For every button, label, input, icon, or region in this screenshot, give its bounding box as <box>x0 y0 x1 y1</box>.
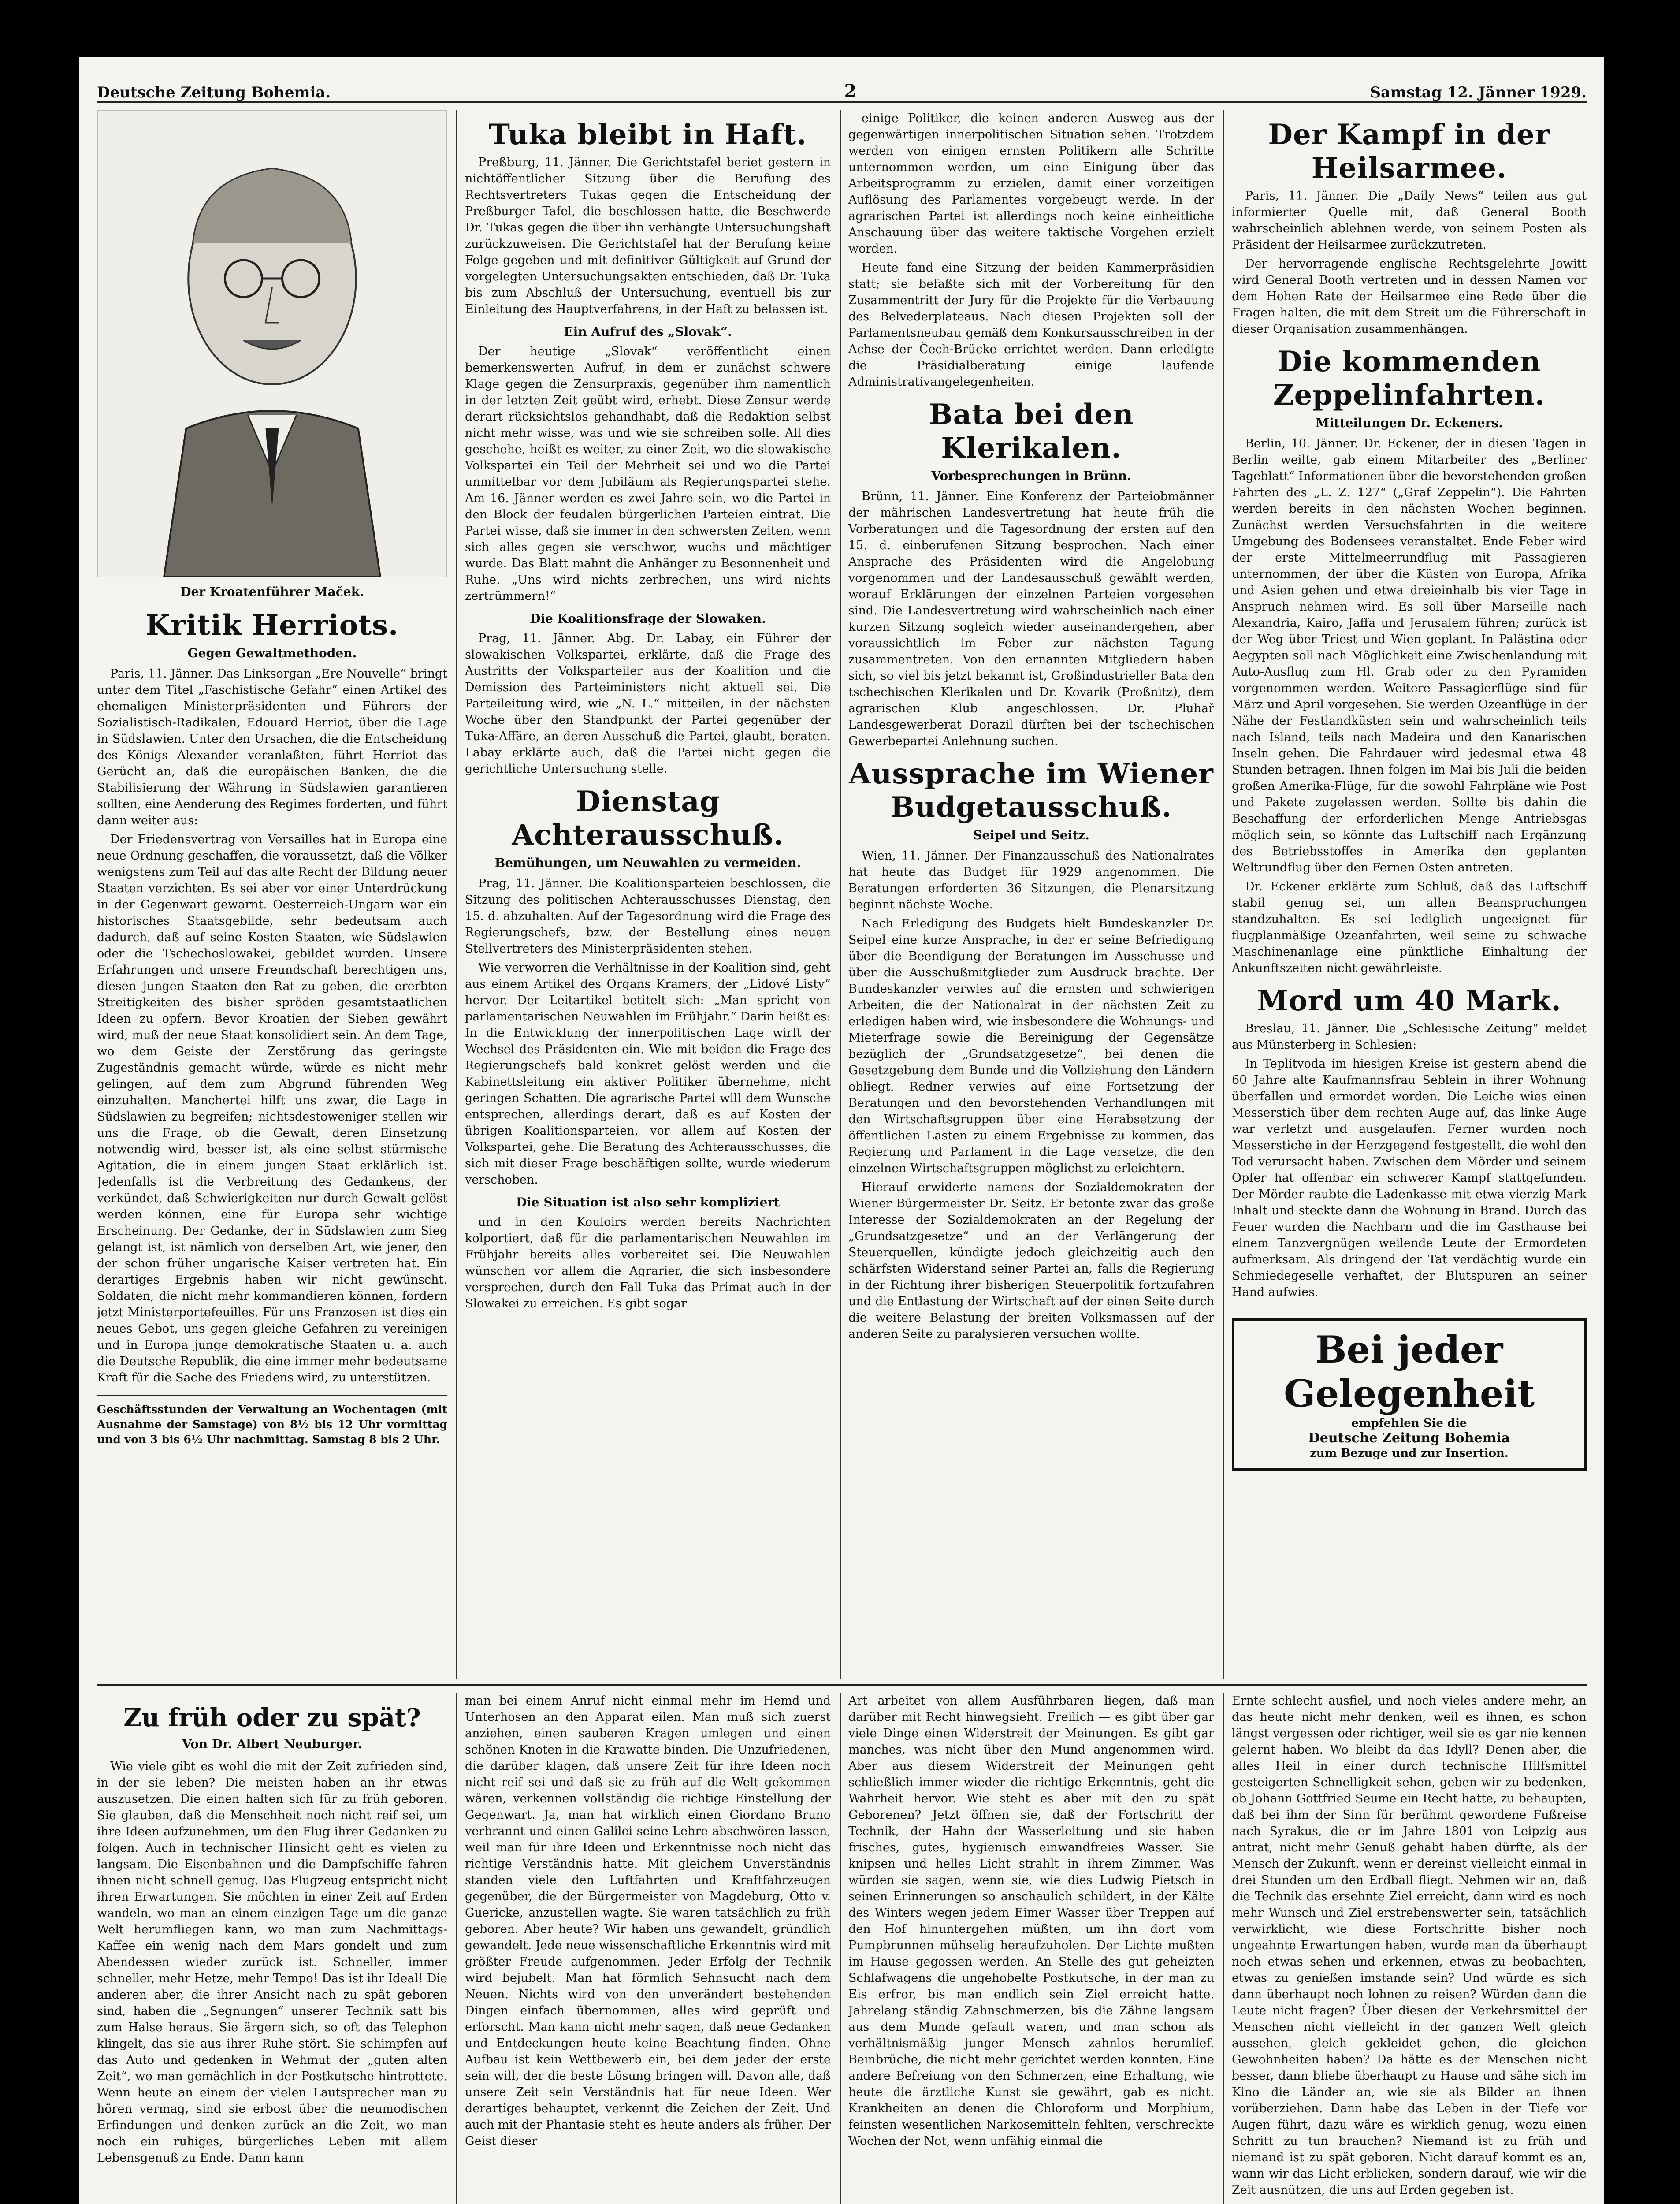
subheadline: Ein Aufruf des „Slovak“. <box>564 324 732 339</box>
portrait-drawing <box>98 111 446 577</box>
column-4 <box>1232 110 1587 1679</box>
column-rule <box>1223 1693 1224 2204</box>
paragraph: Paris, 11. Jänner. Die „Daily News“ teilen aus gut informierter Quelle mit, daß General Booth wahrscheinlich ablehnen werde, von seinem Posten als Präsident der Heilsarmee zurückzutreten. <box>1232 189 1587 252</box>
page-header <box>97 75 1587 103</box>
paragraph: Preßburg, 11. Jänner. Die Gerichtstafel beriet gestern in nichtöffentlicher Sitzung über die Berufung des Rechtsvertreters Tukas gegen die Entscheidung der Preßburger Tafel, die beschlossen hatte, die Beschwerde Dr. Tukas gegen die über ihn verhängte Untersuchungshaft zurückzuweisen. Die Gerichtstafel hat der Berufung keine Folge gegeben und mit definitiver Gültigkeit auf Grund der vorgelegten Untersuchungsakten entschieden, daß Dr. Tuka bis zum Abschluß der Untersuchung, eventuell bis zur Einleitung des Hauptverfahrens, in der Haft zu belassen ist. <box>465 156 831 316</box>
ad-line: Deutsche Zeitung Bohemia <box>1308 1430 1510 1446</box>
headline: Die kommenden Zeppelinfahrten. <box>1273 345 1546 412</box>
ad-line: empfehlen Sie die <box>1351 1417 1467 1430</box>
paragraph: Berlin, 10. Jänner. Dr. Eckener, der in diesen Tagen in Berlin weilte, gab einem Mitarbeiter des „Berliner Tageblatt“ Informationen über die bevorstehenden großen Fahrten des „L. Z. 127“ („Graf Zeppelin“). Die Fahrten werden bereits in den nächsten Wochen beginnen. Zunächst werden Versuchsfahrten in die weitere Umgebung des Bodensees veranstaltet. Ende Feber wird der erste Mittelmeerrundflug mit Passagieren unternommen, der über die Küsten von Europa, Afrika und Asien gehen und etwa dreieinhalb bis vier Tage in Anspruch nehmen wird. Es soll über Marseille nach Alexandria, Kairo, Jaffa und Jerusalem führen; zurück ist der Weg über Triest und Wien geplant. In Palästina oder Aegypten soll nach Möglichkeit eine Zwischenlandung mit Auto-Ausflug zum Hl. Grab oder zu den Pyramiden vorgenommen werden. Weitere Passagierflüge sind für März und April vorgesehen. Sie werden Ozeanflüge in der Nähe der Festlandküsten sein und wahrscheinlich teils nach Island, teils nach Madeira und den Kanarischen Inseln gehen. Die Fahrdauer wird jedesmal etwa 48 Stunden betragen. Ihnen folgen im Mai bis Juli die beiden großen Amerika-Flüge, für die sowohl Fahrpläne wie Post und Pakete zugelassen werden. Sollte bis dahin die Beschaffung der erforderlichen Menge Antriebsgas möglich sein, so könnte das Luftschiff nach Ergänzung des Betriebsstoffes in Amerika den geplanten Weltrundflug über den Fernen Osten antreten. <box>1232 437 1587 875</box>
paragraph: Ernte schlecht ausfiel, und noch vieles andere mehr, an das heute nicht mehr denken, weil es ihnen, es schon längst vergessen oder richtiger, weil sie es gar nie kennen gelernt haben. Wo bleibt da das Idyll? Denen aber, die alles Heil in einer durch technische Hilfsmittel gesteigerten Schnelligkeit sehen, geben wir zu bedenken, ob Johann Gottfried Seume ein Recht hatte, zu behaupten, daß bei ihm der Sinn für berühmt gewordene Fußreise nach Syrakus, die er im Jahre 1801 von Leipzig aus antrat, nicht mehr Genuß gehabt haben dürfte, als der Mensch der Zukunft, wenn er dereinst vielleicht einmal in drei Stunden um den Erdball fliegt. Nehmen wir an, daß die Technik das ersehnte Ziel erreicht, dann wird es noch mehr Wunsch und Ziel erstrebenswerter sein, tatsächlich verwirklicht, wie diese Fortschritte bisher noch ungeahnte Erwartungen haben, wurde man da überhaupt noch etwas sehen und erkennen, etwas zu beobachten, etwas zu genießen imstande sein? Und würde es sich dann überhaupt noch lohnen zu reisen? Würden dann die Leute nicht fragen? Über diesen der Verkehrsmittel der Menschen nicht vielleicht in der ganzen Welt gleich aussehen, gleich gekleidet gehen, die gleichen Gewohnheiten haben? Da hätte es der Menschen nicht besser, dann bliebe überhaupt zu Hause und sähe sich im Kino die Länder an, wie sie als Bilder an ihnen vorüberziehen. Dann habe das Leben in der Tiefe vor Augen führt, dazu wäre es wirklich genug, wozu einen Schritt zu tun brauchen? Niemand ist zu früh und niemand ist zu spät geboren. Nicht darauf kommt es an, wann wir das Licht erblicken, sondern darauf, wie wir die Zeit ausnützen, die uns auf Erden gegeben ist. <box>1232 1694 1587 2197</box>
column-rule <box>840 110 841 1679</box>
portrait-caption: Der Kroatenführer Maček. <box>180 585 364 599</box>
column-rule <box>456 110 457 1679</box>
headline: Aussprache im Wiener Budgetausschuß. <box>849 757 1214 824</box>
column-rule <box>1223 110 1224 1679</box>
portrait-illustration <box>97 110 447 577</box>
column-rule <box>840 1693 841 2204</box>
feuilleton-column-2 <box>465 1693 831 2204</box>
advertisement-box <box>1232 1318 1587 1471</box>
paragraph: Nach Erledigung des Budgets hielt Bundeskanzler Dr. Seipel eine kurze Ansprache, in der er seine Befriedigung über die Beendigung der Beratungen im Ausschusse und über die Ausschußmitglieder zum Ausdruck brachte. Der Bundeskanzler verwies auf die ernsten und schwierigen Arbeiten, die der Nationalrat in der nächsten Zeit zu erledigen haben wird, wie insbesondere die Wohnungs- und Mieterfrage sowie die Bereinigung der Gegensätze bezüglich der „Grundsatzgesetze“, bei denen die Gesetzgebung dem Bunde und die Vollziehung den Ländern obliegt. Redner verwies auf eine Fortsetzung der Beratungen und den bevorstehenden Verhandlungen mit den Wirtschaftsgruppen über eine Herabsetzung der öffentlichen Lasten zu einem Ergebnisse zu kommen, das Regierung und Parlament in die Lage versetze, die den einzelnen Wirtschaftsgruppen möglichst zu erleichtern. <box>848 917 1214 1175</box>
paragraph: Wie viele gibt es wohl die mit der Zeit zufrieden sind, in der sie leben? Die meisten haben an ihr etwas auszusetzen. Die einen halten sich für zu früh geboren. Sie glauben, daß die Menschheit noch nicht reif sei, um ihre Ideen aufzunehmen, um den Flug ihrer Gedanken zu folgen. Auch in technischer Hinsicht geht es vielen zu langsam. Die Eisenbahnen und die Dampfschiffe fahren ihnen nicht schnell genug. Das Flugzeug entspricht nicht ihren Erwartungen. Sie möchten in einer Zeit auf Erden wandeln, wo man an einem einzigen Tage um die ganze Welt herumfliegen kann, wo man zum Nachmittags-Kaffee ein wenig nach dem Mars gondelt und zum Abendessen wieder zurück ist. Schneller, immer schneller, mehr Hetze, mehr Tempo! Das ist ihr Ideal! Die anderen aber, die ihrer Ansicht nach zu spät geboren sind, haben die „Segnungen“ unserer Technik satt bis zum Halse heraus. Sie ärgern sich, so oft das Telephon klingelt, das sie aus ihrer Ruhe stört. Sie schimpfen auf das Auto und gedenken in Wehmut der „guten alten Zeit“, wo man gemächlich in der Postkutsche hintrottete. Wenn heute an einem der vielen Lautsprecher man zu hören vermag, sind sie erbost über die neumodischen Erfindungen und denken zurück an die Zeit, wo man noch ein ruhiges, bürgerliches Leben mit allem Lebensgenuß zu Ende. Dann kann <box>97 1760 447 2165</box>
subheadline: Vorbesprechungen in Brünn. <box>931 469 1131 483</box>
paragraph: Hierauf erwiderte namens der Sozialdemokraten der Wiener Bürgermeister Dr. Seitz. Er betonte zwar das große Interesse der Sozialdemokraten an der Regelung der „Grundsatzgesetze“ und an der Verlängerung der Steuerquellen, kündigte jedoch gleichzeitig auch den schärfsten Widerstand seiner Partei an, falls die Regierung in der Richtung ihrer bisherigen Steuerpolitik fortzufahren und die Entlastung der Wirtschaft auf der einen Seite durch die weitere Belastung der breiten Volksmassen auf der anderen Seite zu paralysieren versuchen wollte. <box>848 1180 1214 1341</box>
section-rule <box>97 1684 1587 1686</box>
ad-line: zum Bezuge und zur Insertion. <box>1310 1447 1509 1460</box>
paragraph: Der hervorragende englische Rechtsgelehrte Jowitt wird General Booth vertreten und in dessen Namen vor dem Hohen Rate der Heilsarmee eine Rede über die Fragen halten, die mit dem Streit um die Führerschaft in dieser Organisation zusammenhängen. <box>1232 257 1587 336</box>
newspaper-page <box>79 57 1604 2204</box>
paragraph: Breslau, 11. Jänner. Die „Schlesische Zeitung“ meldet aus Münsterberg in Schlesien: <box>1232 1022 1587 1052</box>
subheadline: Seipel und Seitz. <box>973 828 1089 842</box>
feuilleton-column-1 <box>97 1693 447 2204</box>
paragraph: Wien, 11. Jänner. Der Finanzausschuß des Nationalrates hat heute das Budget für 1929 angenommen. Die Beratungen erforderten 36 Sitzungen, die Plenarsitzung beginnt nächste Woche. <box>848 849 1214 912</box>
feuilleton-author: Von Dr. Albert Neuburger. <box>182 1737 362 1751</box>
headline: Der Kampf in der Heilsarmee. <box>1268 118 1550 185</box>
page-number: 2 <box>844 81 857 101</box>
paragraph: Wie verworren die Verhältnisse in der Koalition sind, geht aus einem Artikel des Organs Kramers, der „Lidové Listy“ hervor. Der Leitartikel betitelt sich: „Man spricht von parlamentarischen Neuwahlen im Frühjahr.“ Darin heißt es: In die Entwicklung der innerpolitischen Lage wirft der Wechsel des Präsidenten ein. Wie mit beiden die Frage des Regierungschefs bald konkret gelöst werden und die Kabinettsleitung ein aktiver Politiker übernehme, nicht geringen Schatten. Die agrarische Partei will dem Wunsche entsprechen, allerdings derart, daß es auf Kosten der übrigen Koalitionsparteien, vor allem auf Kosten der Volkspartei, gehe. Die Beratung des Achterausschusses, die sich mit dieser Frage beschäftigen sollte, wurde wiederum verschoben. <box>465 961 831 1187</box>
headline: Tuka bleibt in Haft. <box>489 118 807 151</box>
subheadline: Die Koalitionsfrage der Slowaken. <box>530 611 766 626</box>
feuilleton-column-4 <box>1232 1693 1587 2204</box>
paragraph: Prag, 11. Jänner. Die Koalitionsparteien beschlossen, die Sitzung des politischen Achterausschusses Dienstag, den 15. d. abzuhalten. Auf der Tagesordnung wird die Frage des Regierungschefs, bzw. der Bestellung eines neuen Stellvertreters des Ministerpräsidenten stehen. <box>465 877 831 956</box>
subheadline: Die Situation ist also sehr kompliziert <box>516 1195 780 1210</box>
paragraph: Der heutige „Slovak“ veröffentlicht einen bemerkenswerten Aufruf, in dem er zunächst schwere Klage gegen die Zensurpraxis, gegenüber ihm namentlich in der letzten Zeit geübt wird, erhebt. Diese Zensur werde derart rücksichtslos gehandhabt, daß die Redaktion selbst nicht mehr wisse, was und wie sie schreiben solle. All dies geschehe, heißt es weiter, zu einer Zeit, wo die slowakische Volkspartei ein Teil der Mehrheit sei und wo die Partei unmittelbar vor dem Jubiläum als Regierungspartei stehe. Am 16. Jänner werden es zwei Jahre sein, wo die Partei in den Block der feudalen bürgerlichen Parteien eintrat. Die Partei wisse, daß sie immer in den schwersten Zeiten, wenn sich alles gegen sie verschwor, wuchs und mächtiger wurde. Das Blatt mahnt die Anhänger zu Besonnenheit und Ruhe. „Uns wird nichts zerbrechen, uns wird nichts zertrümmern!“ <box>465 345 831 603</box>
column-3 <box>848 110 1214 1679</box>
paragraph: einige Politiker, die keinen anderen Ausweg aus der gegenwärtigen innerpolitischen Situation sehen. Trotzdem werden von einigen ernsten Politikern alle Schritte unternommen werden, um eine Einigung über das Arbeitsprogramm zu erzielen, damit einer vorzeitigen Auflösung des Parlamentes vorgebeugt werde. In der agrarischen Partei ist allerdings noch keine einheitliche Anschauung über das weitere taktische Vorgehen erzielt worden. <box>848 112 1214 256</box>
paragraph: Brünn, 11. Jänner. Eine Konferenz der Parteiobmänner der mährischen Landesvertretung hat heute früh die Vorberatungen und die Tagesordnung der ersten auf den 15. d. einberufenen Sitzung besprochen. Nach einer Ansprache des Präsidenten wird die Angelobung vorgenommen und der Landesausschuß gewählt werden, worauf Erklärungen der einzelnen Parteien vorgesehen sind. Die Landesvertretung wird wahrscheinlich nach einer kurzen Sitzung sogleich wieder auseinandergehen, aber voraussichtlich im Feber zur nächsten Tagung zusammentreten. Von den ernannten Mitgliedern haben sich, so viel bis jetzt bekannt ist, Großindustrieller Bata den tschechischen Klerikalen und Dr. Kovarik (Proßnitz), dem agrarischen Klub angeschlossen. Dr. Pluhař Landesgewerberat Dorazil dürften bei der tschechischen Gewerbepartei Anlehnung suchen. <box>848 490 1214 748</box>
paragraph: Der Friedensvertrag von Versailles hat in Europa eine neue Ordnung geschaffen, die voraussetzt, daß die Völker wenigstens zum Teil auf das alte Recht der Bildung neuer Staaten verzichten. Es sei aber vor einer Unterdrückung in der Gegenwart gewarnt. Oesterreich-Ungarn war ein historisches Staatsgebilde, sehr bedeutsam auch dadurch, daß auf seine Kosten Staaten, wie Südslawien oder die Tschechoslowakei, gebildet wurden. Unsere Erfahrungen und unsere Freundschaft berechtigen uns, diesen jungen Staaten den Rat zu geben, die ererbten Streitigkeiten des bisher spröden gesamtstaatlichen Ideen zu opfern. Bevor Kroatien der Sieben gewährt wird, muß der neue Staat konsolidiert sein. An dem Tage, wo dem Geiste der Zerstörung das geringste Zugeständnis gemacht würde, würde es nicht mehr gelingen, auf dem zum Abgrund führenden Weg einzuhalten. Manchertei hilft uns zwar, die Lage in Südslawien zu begreifen; nichtsdestoweniger stellen wir uns die Frage, ob die Gewalt, deren Einsetzung notwendig wird, besser ist, als eine selbst stürmische Agitation, die in einem jungen Staat erklärlich ist. Jedenfalls ist die Verbreitung des Gedankens, der verkündet, daß Schwierigkeiten nur durch Gewalt gelöst werden können, eine für Europa sehr wichtige Erscheinung. Der Gedanke, der in Südslawien zum Sieg gelangt ist, ist nämlich von derselben Art, wie jener, den der schon früher ungarische Kaiser vertreten hat. Ein derartiges Ergebnis haben wir nicht gewünscht. Soldaten, die nicht mehr kommandieren können, fordern jetzt Ministerportefeuilles. Für uns Franzosen ist dies ein neues Gebot, uns gegen gleiche Gefahren zu vereinigen und in Europa junge demokratische Staaten u. a. auch die Deutsche Republik, die eine immer mehr bedeutsame Kraft für die Sache des Friedens wird, zu unterstützen. <box>97 833 447 1385</box>
office-hours-notice: Geschäftsstunden der Verwaltung an Wochentagen (mit Ausnahme der Samstage) von 8½ bis 12 Uhr vormittag und von 3 bis 6½ Uhr nachmittag. Samstag 8 bis 2 Uhr. <box>97 1395 447 1447</box>
paragraph: In Teplitvoda im hiesigen Kreise ist gestern abend die 60 Jahre alte Kaufmannsfrau Seblein in ihrer Wohnung überfallen und ermordet worden. Die Leiche wies einen Messerstich über dem rechten Auge auf, das linke Auge war verletzt und ausgelaufen. Ferner wurden noch Messerstiche in der Herzgegend festgestellt, die wohl den Tod verursacht haben. Zwischen dem Mörder und seinem Opfer hat offenbar ein schwerer Kampf stattgefunden. Der Mörder raubte die Ladenkasse mit etwa vierzig Mark Inhalt und steckte dann die Wohnung in Brand. Durch das Feuer wurden die Nachbarn und die im Gasthause bei einem Tanzvergnügen weilende Leute der Ermordeten aufmerksam. Als dringend der Tat verdächtig wurde ein Schmiedegeselle verhaftet, der Blutspuren an seiner Hand aufwies. <box>1232 1057 1587 1299</box>
column-rule <box>456 1693 457 2204</box>
headline: Kritik Herriots. <box>145 609 399 642</box>
column-1 <box>97 110 447 1679</box>
paragraph: man bei einem Anruf nicht einmal mehr im Hemd und Unterhosen an den Apparat eilen. Man muß sich zuerst anziehen, einen sauberen Kragen umlegen und einen schönen Knoten in die Krawatte binden. Die Unzufriedenen, die darüber klagen, daß unsere Zeit für ihre Ideen noch nicht reif sei und daß sie zu früh auf die Welt gekommen wären, verkennen vollständig die richtige Einstellung der Gegenwart. Ja, man hat wirklich einen Giordano Bruno verbrannt und einen Galilei seine Lehre abschwören lassen, weil man für ihre Ideen und Erkenntnisse noch nicht das richtige Verständnis hatte. Mit gleichem Unverständnis standen viele den Luftfahrten und Kraftfahrzeugen gegenüber, die der Bürgermeister von Magdeburg, Otto v. Guericke, anzustellen wagte. Sie waren tatsächlich zu früh geboren. Aber heute? Wir haben uns gewandelt, gründlich gewandelt. Jede neue wissenschaftliche Erkenntnis wird mit größter Freude aufgenommen. Jeder Erfolg der Technik wird bejubelt. Man hat förmlich Sehnsucht nach dem Neuen. Nichts wird von den unverändert bestehenden Dingen einfach übernommen, alles wird geprüft und erforscht. Man kann nicht mehr sagen, daß neue Gedanken und Entdeckungen heute keine Beachtung finden. Ohne Aufbau ist kein Wettbewerb ein, bei dem jeder der erste sein will, der die beste Lösung bringen will. Davon alle, daß unsere Zeit sein Verständnis hat für neue Ideen. Wer derartiges behauptet, verkennt die Zeichen der Zeit. Und auch mit der Phantasie steht es heute anders als früher. Der Geist dieser <box>465 1694 831 2148</box>
subheadline: Gegen Gewaltmethoden. <box>187 646 357 660</box>
paragraph: Paris, 11. Jänner. Das Linksorgan „Ere Nouvelle“ bringt unter dem Titel „Faschistische Gefahr“ einen Artikel des ehemaligen Ministerpräsidenten und Führers der Sozialistisch-Radikalen, Edouard Herriot, über die Lage in Südslawien. Unter den Ursachen, die die Entscheidung des Königs Alexander veranlaßten, führt Herriot das Gerücht an, daß die europäischen Banken, die die Stabilisierung der Währung in Südslawien garantieren sollten, eine Aenderung des Regimes forderten, und führt dann weiter aus: <box>97 667 447 827</box>
paragraph: Heute fand eine Sitzung der beiden Kammerpräsidien statt; sie befaßte sich mit der Vorbereitung für den Zusammentritt der Jury für die Projekte für die Verbauung des Belvederplateaus. Nach diesen Projekten soll der Parlamentsneubau gemäß dem Konkursausschreiben in der Achse der Čech-Brücke errichtet werden. Dann erledigte die Präsidialberatung einige laufende Administrativangelegenheiten. <box>848 261 1214 389</box>
feuilleton-title: Zu früh oder zu spät? <box>123 1703 421 1732</box>
issue-date: Samstag 12. Jänner 1929. <box>1370 84 1587 101</box>
headline: Dienstag Achterausschuß. <box>512 785 784 852</box>
paper-name: Deutsche Zeitung Bohemia. <box>97 84 331 101</box>
paragraph: und in den Kouloirs werden bereits Nachrichten kolportiert, daß für die parlamentarischen Neuwahlen im Frühjahr bereits alles vorbereitet sei. Die Neuwahlen wünschen vor allem die Agrarier, die sich insbesondere versprechen, durch den Fall Tuka das Primat auch in der Slowakei zu erreichen. Es gibt sogar <box>465 1215 831 1310</box>
subheadline: Mitteilungen Dr. Eckeners. <box>1316 416 1503 430</box>
paragraph: Dr. Eckener erklärte zum Schluß, daß das Luftschiff stabil genug sei, um allen Beanspruchungen standzuhalten. Es sei lediglich ungeeignet für flugplanmäßige Ozeanfahrten, weil seine zu schwache Maschinenanlage eine pünktliche Einhaltung der Ankunftszeiten nicht gewährleiste. <box>1232 880 1587 975</box>
column-2 <box>465 110 831 1679</box>
ad-title: Bei jeder Gelegenheit <box>1283 1328 1535 1415</box>
subheadline: Bemühungen, um Neuwahlen zu vermeiden. <box>494 856 801 870</box>
headline: Mord um 40 Mark. <box>1257 984 1561 1017</box>
feuilleton-column-3 <box>848 1693 1214 2204</box>
paragraph: Art arbeitet von allem Ausführbaren liegen, daß man darüber mit Recht hinwegsieht. Freilich — es gibt über gar viele Dinge einen Widerstreit der Meinungen. Es gibt gar manches, was nicht über den Mund angenommen wird. Aber aus diesem Widerstreit der Meinungen geht schließlich immer wieder die richtige Erkenntnis, geht die Wahrheit hervor. Wie steht es aber mit den zu spät Geborenen? Jetzt öffnen sie, daß der Fortschritt der Technik, der Hahn der Wasserleitung und sie haben frisches, gutes, hygienisch einwandfreies Wasser. Sie knipsen und helles Licht strahlt in ihrem Zimmer. Was würden sie sagen, wenn sie, wie dies Ludwig Pietsch in seinen Erinnerungen so anschaulich schildert, in der Kälte des Winters wegen jedem Eimer Wasser über Treppen auf den Hof hinuntergehen müßten, um ihn dort vom Pumpbrunnen mühselig heraufzuholen. Der Lichte mußten im Hause gegossen werden. An Stelle des gut geheizten Schlafwagens die ungehobelte Postkutsche, in der man zu Eis erfror, bis man endlich sein Ziel erreicht hatte. Jahrelang ständig Zahnschmerzen, bis die Zähne langsam aus dem Munde gefault waren, und man schon als verhältnismäßig junger Mensch zahnlos herumlief. Beinbrüche, die nicht mehr gerichtet werden konnten. Eine andere Befreiung von den Schmerzen, eine Erhaltung, wie heute die ärztliche Kunst sie gewährt, gab es nicht. Krankheiten an denen die Chloroform und Morphium, feinsten wesentlichen Narkosemitteln fehlten, verschreckte Wochen der Not, wenn unfähig einmal die <box>848 1694 1214 2148</box>
paragraph: Prag, 11. Jänner. Abg. Dr. Labay, ein Führer der slowakischen Volkspartei, erklärte, daß die Frage des Austritts der Volksparteiler aus der Koalition und die Demission des Parteiministers nicht aktuell sei. Die Parteileitung wird, wie „N. L.“ mitteilen, in der nächsten Woche über den Standpunkt der Partei gegenüber der Tuka-Affäre, an deren Ausschuß die Partei, glaubt, beraten. Labay erklärte auch, daß die Partei nicht gegen die gerichtliche Untersuchung stelle. <box>465 632 831 776</box>
headline: Bata bei den Klerikalen. <box>929 398 1134 465</box>
